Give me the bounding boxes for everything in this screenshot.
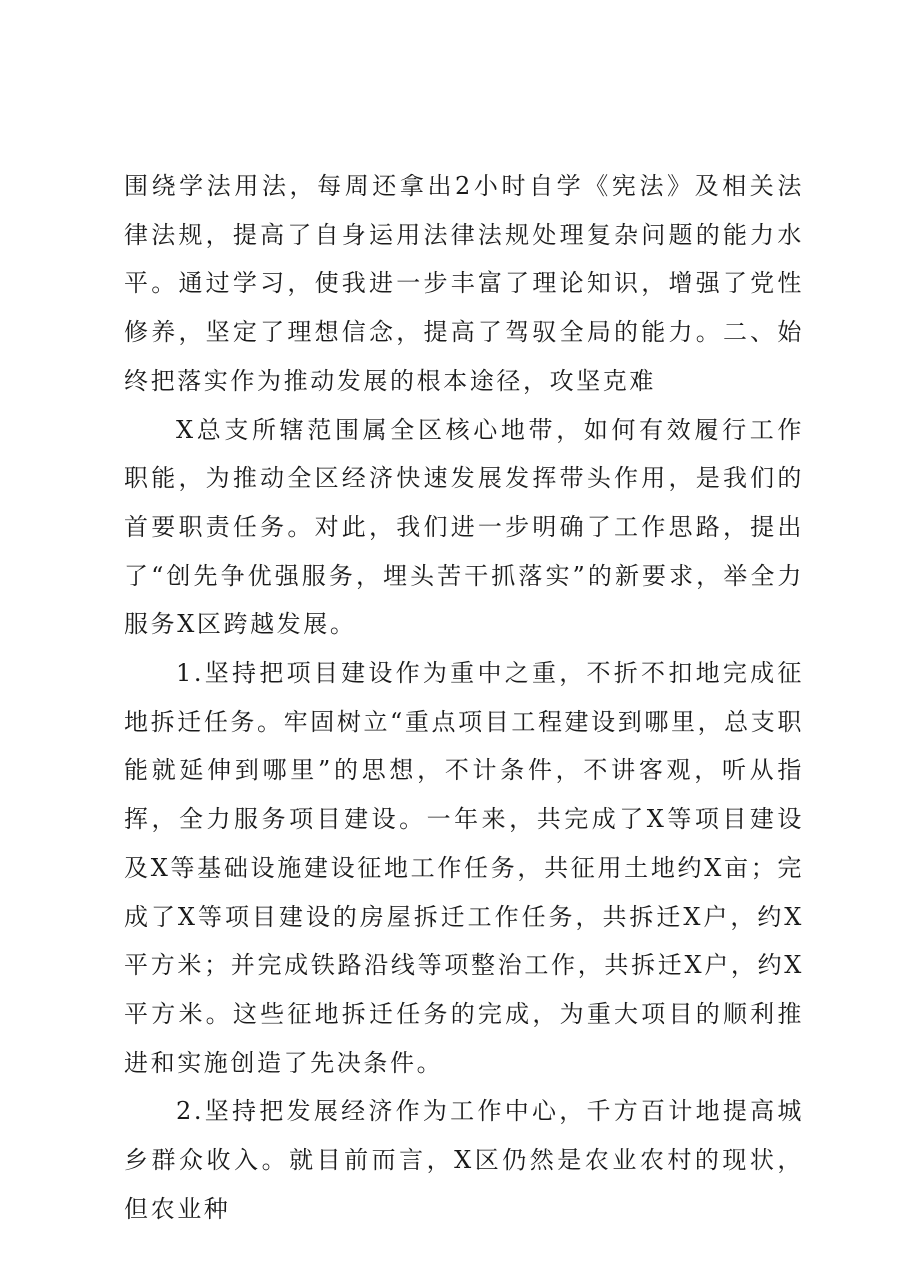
body-text (124, 162, 804, 1233)
paragraph-continued: 围绕学法用法，每周还拿出2小时自学《宪法》及相关法律法规，提高了自身运用法律法规处理复杂问题的能力水平。通过学习，使我进一步丰富了理论知识，增强了党性修养，坚定了理想信念，提高了驾驭全局的能力。二、始终把落实作为推动发展的根本途径，攻坚克难 (124, 172, 804, 395)
paragraph-item-1: 1.坚持把项目建设作为重中之重，不折不扣地完成征地拆迁任务。牢固树立“重点项目工程建设到哪里，总支职能就延伸到哪里”的思想，不计条件，不讲客观，听从指挥，全力服务项目建设。一年来，共完成了X等项目建设及X等基础设施建设征地工作任务，共征用土地约X亩；完成了X等项目建设的房屋拆迁工作任务，共拆迁X户，约X平方米；并完成铁路沿线等项整治工作，共拆迁X户，约X平方米。这些征地拆迁任务的完成，为重大项目的顺利推进和实施创造了先决条件。 (124, 659, 804, 1077)
paragraph-branch-overview: X总支所辖范围属全区核心地带，如何有效履行工作职能，为推动全区经济快速发展发挥带头作用，是我们的首要职责任务。对此，我们进一步明确了工作思路，提出了“创先争优强服务，埋头苦干抓落实”的新要求，举全力服务X区跨越发展。 (124, 415, 804, 639)
paragraph-item-2: 2.坚持把发展经济作为工作中心，千方百计地提高城乡群众收入。就目前而言，X区仍然是农业农村的现状，但农业种 (124, 1097, 804, 1223)
